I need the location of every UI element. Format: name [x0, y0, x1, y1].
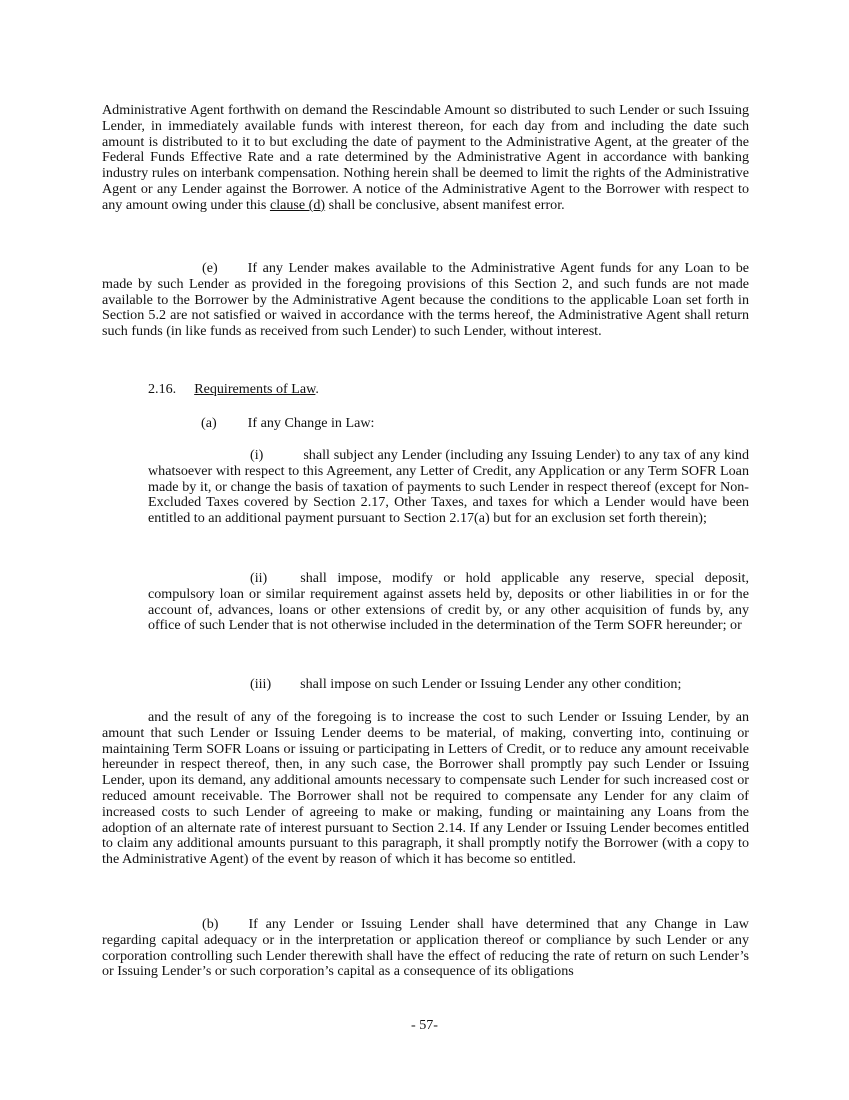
result-text: and the result of any of the foregoing is to increase the cost to such Lender or Issuing Lender, by an amount that such Lender or Issuing Lender deems to be material, of making, converting into, continuing or maintaining Term SOFR Loans or issuing or participating in Letters of Credit, or to reduce any amount receivable hereunder in respect thereof, then, in any such case, the Borrower shall promptly pay such Lender or Issuing Lender, upon its demand, any additional amounts necessary to compensate such Lender for such increased cost or reduced amount receivable. The Borrower shall not be required to compensate any Lender for any claim of increased costs to such Lender of agreeing to make or making, funding or maintaining any Loans from the adoption of an alternate rate of interest pursuant to Section 2.14. If any Lender or Issuing Lender becomes entitled to claim any additional amounts pursuant to this paragraph, it shall promptly notify the Borrower (with a copy to the Administrative Agent) of the event by reason of which it has become so entitled.	[102, 709, 749, 868]
clause-i-label: (i)	[250, 447, 264, 463]
clause-ii-label: (ii)	[250, 570, 268, 586]
clause-e-text: If any Lender makes available to the Administrative Agent funds for any Loan to be made by such Lender as provided in the foregoing provisions of this Section 2, and such funds are not made available to the Borrower by the Administrative Agent because the conditions to the applicable Loan set forth in Section 5.2 are not satisfied or waived in accordance with the terms hereof, the Administrative Agent shall return such funds (in like funds as received from such Lender) to such Lender, without interest.	[102, 260, 749, 340]
clause-e-label: (e)	[202, 260, 218, 276]
paragraph-rescindable-amount	[102, 103, 749, 214]
paragraph-text: Administrative Agent forthwith on demand the Rescindable Amount so distributed to such Lender or such Issuing Lender, in immediately available funds with interest thereon, for each day from and including the date such amount is distributed to it to but excluding the date of payment to the Administrative Agent, at the greater of the Federal Funds Effective Rate and a rate determined by the Administrative Agent in accordance with banking industry rules on interbank compensation. Nothing herein shall be deemed to limit the rights of the Administrative Agent or any Lender against the Borrower. A notice of the Administrative Agent to the Borrower with respect to any amount owing under this	[102, 102, 749, 213]
section-number: 2.16.	[148, 381, 177, 397]
paragraph-result	[102, 710, 749, 868]
clause-b-label: (b)	[202, 916, 219, 932]
paragraph-ii	[148, 571, 749, 634]
clause-iii-text: shall impose on such Lender or Issuing Lender any other condition;	[300, 676, 682, 692]
paragraph-a	[201, 416, 374, 432]
paragraph-b	[102, 917, 749, 980]
clause-iii-label: (iii)	[250, 676, 272, 692]
clause-a-label: (a)	[201, 415, 217, 431]
clause-ii-text: shall impose, modify or hold applicable any reserve, special deposit, compulsory loan or similar requirement against assets held by, deposits or other liabilities in or for the account of, advances, loans or other extensions of credit by, or any other acquisition of funds by, any office of such Lender that is not otherwise included in the determination of the Term SOFR hereunder; or	[148, 570, 749, 634]
page-number: - 57-	[410, 1017, 438, 1033]
section-title: Requirements of Law	[194, 381, 316, 397]
clause-d-reference: clause (d)	[269, 196, 326, 213]
section-title-period: .	[315, 381, 319, 397]
paragraph-iii	[250, 677, 681, 693]
clause-b-text: If any Lender or Issuing Lender shall have determined that any Change in Law regarding capital adequacy or in the interpretation or application thereof or compliance by such Lender or any corporation controlling such Lender therewith shall have the effect of reducing the rate of return on such Lender’s or Issuing Lender’s or such corporation’s capital as a consequence of its obligations	[102, 916, 749, 980]
paragraph-text-end: shall be conclusive, absent manifest error.	[325, 196, 565, 213]
section-heading	[148, 382, 319, 398]
paragraph-e	[102, 261, 749, 340]
clause-i-text: shall subject any Lender (including any Issuing Lender) to any tax of any kind whatsoever with respect to this Agreement, any Letter of Credit, any Application or any Term SOFR Loan made by it, or change the basis of taxation of payments to such Lender in respect thereof (except for Non-Excluded Taxes covered by Section 2.17, Other Taxes, and taxes for which a Lender would have been entitled to an additional payment pursuant to Section 2.17(a) but for an exclusion set forth therein);	[148, 447, 749, 527]
clause-a-text: If any Change in Law:	[247, 415, 375, 431]
paragraph-i	[148, 448, 749, 527]
